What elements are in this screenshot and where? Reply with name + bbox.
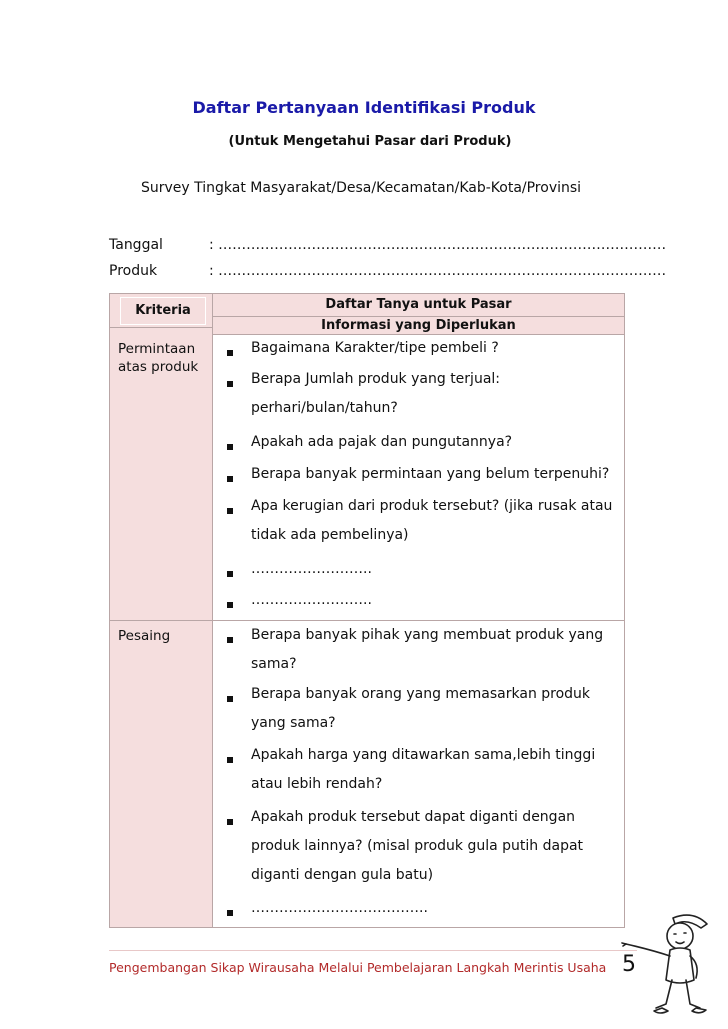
question-line: yang sama? xyxy=(251,715,336,731)
question-line: produk lainnya? (misal produk gula putih dapat xyxy=(251,838,584,854)
field-tanggal xyxy=(109,237,666,253)
questions-header-line2: Informasi yang Diperlukan xyxy=(213,317,624,334)
footer-divider xyxy=(109,950,637,951)
question-line: Berapa banyak permintaan yang belum terpenuhi? xyxy=(251,466,610,482)
field-value: : …………………………………………………………………………………… xyxy=(209,237,667,253)
bullet-icon xyxy=(227,753,240,766)
criterion-permintaan xyxy=(118,340,210,376)
field-produk xyxy=(109,263,666,279)
field-label: Produk xyxy=(109,263,158,279)
bullet-icon xyxy=(227,377,240,390)
question-item xyxy=(251,741,623,799)
question-line: Bagaimana Karakter/tipe pembeli ? xyxy=(251,340,499,356)
question-item xyxy=(251,586,623,615)
questions-header-line1: Daftar Tanya untuk Pasar xyxy=(213,294,624,317)
question-line: perhari/bulan/tahun? xyxy=(251,400,398,416)
question-item xyxy=(251,555,623,584)
bullet-icon xyxy=(227,567,240,580)
question-line: ……………………………….. xyxy=(251,900,428,916)
criteria-column xyxy=(110,294,213,927)
question-item xyxy=(251,894,623,923)
question-line: atau lebih rendah? xyxy=(251,776,383,792)
bullet-icon xyxy=(227,598,240,611)
bullet-icon xyxy=(227,440,240,453)
bullet-icon xyxy=(227,346,240,359)
mascot-illustration xyxy=(618,908,718,1023)
criterion-pesaing xyxy=(118,627,210,645)
question-line: Apakah produk tersebut dapat diganti dengan xyxy=(251,809,576,825)
question-item xyxy=(251,334,623,363)
question-item xyxy=(251,428,623,457)
bullet-icon xyxy=(227,633,240,646)
question-item xyxy=(251,680,623,738)
field-value: : …………………………………………………………………………………… xyxy=(209,263,667,279)
question-item xyxy=(251,803,623,890)
footer-text: Pengembangan Sikap Wirausaha Melalui Pembelajaran Langkah Merintis Usaha xyxy=(109,960,607,975)
bullet-icon xyxy=(227,692,240,705)
question-item xyxy=(251,365,623,423)
field-label: Tanggal xyxy=(109,237,163,253)
criterion-label: Pesaing xyxy=(118,628,171,644)
question-line: …………………….. xyxy=(251,592,372,608)
bullet-icon xyxy=(227,504,240,517)
question-item xyxy=(251,460,623,489)
criterion-label: Permintaan xyxy=(118,341,196,357)
document-subtitle: (Untuk Mengetahui Pasar dari Produk) xyxy=(228,134,512,149)
question-line: Apa kerugian dari produk tersebut? (jika rusak atau xyxy=(251,498,613,514)
question-table xyxy=(109,293,625,928)
question-line: Berapa banyak pihak yang membuat produk yang xyxy=(251,627,604,643)
question-line: Berapa Jumlah produk yang terjual: xyxy=(251,371,500,387)
question-item xyxy=(251,492,623,550)
question-line: Apakah ada pajak dan pungutannya? xyxy=(251,434,513,450)
question-line: Berapa banyak orang yang memasarkan produk xyxy=(251,686,591,702)
bullet-icon xyxy=(227,472,240,485)
question-line: sama? xyxy=(251,656,297,672)
criterion-label: atas produk xyxy=(118,359,199,375)
question-line: diganti dengan gula batu) xyxy=(251,867,434,883)
criteria-header: Kriteria xyxy=(120,297,206,325)
document-title: Daftar Pertanyaan Identifikasi Produk xyxy=(192,98,536,117)
header-divider xyxy=(110,327,212,328)
question-line: …………………….. xyxy=(251,561,372,577)
question-item xyxy=(251,621,623,679)
bullet-icon xyxy=(227,815,240,828)
bullet-icon xyxy=(227,906,240,919)
question-line: Apakah harga yang ditawarkan sama,lebih tinggi xyxy=(251,747,596,763)
question-line: tidak ada pembelinya) xyxy=(251,527,409,543)
survey-line: Survey Tingkat Masyarakat/Desa/Kecamatan/Kab-Kota/Provinsi xyxy=(141,180,582,196)
page-number: 5 xyxy=(622,952,636,977)
